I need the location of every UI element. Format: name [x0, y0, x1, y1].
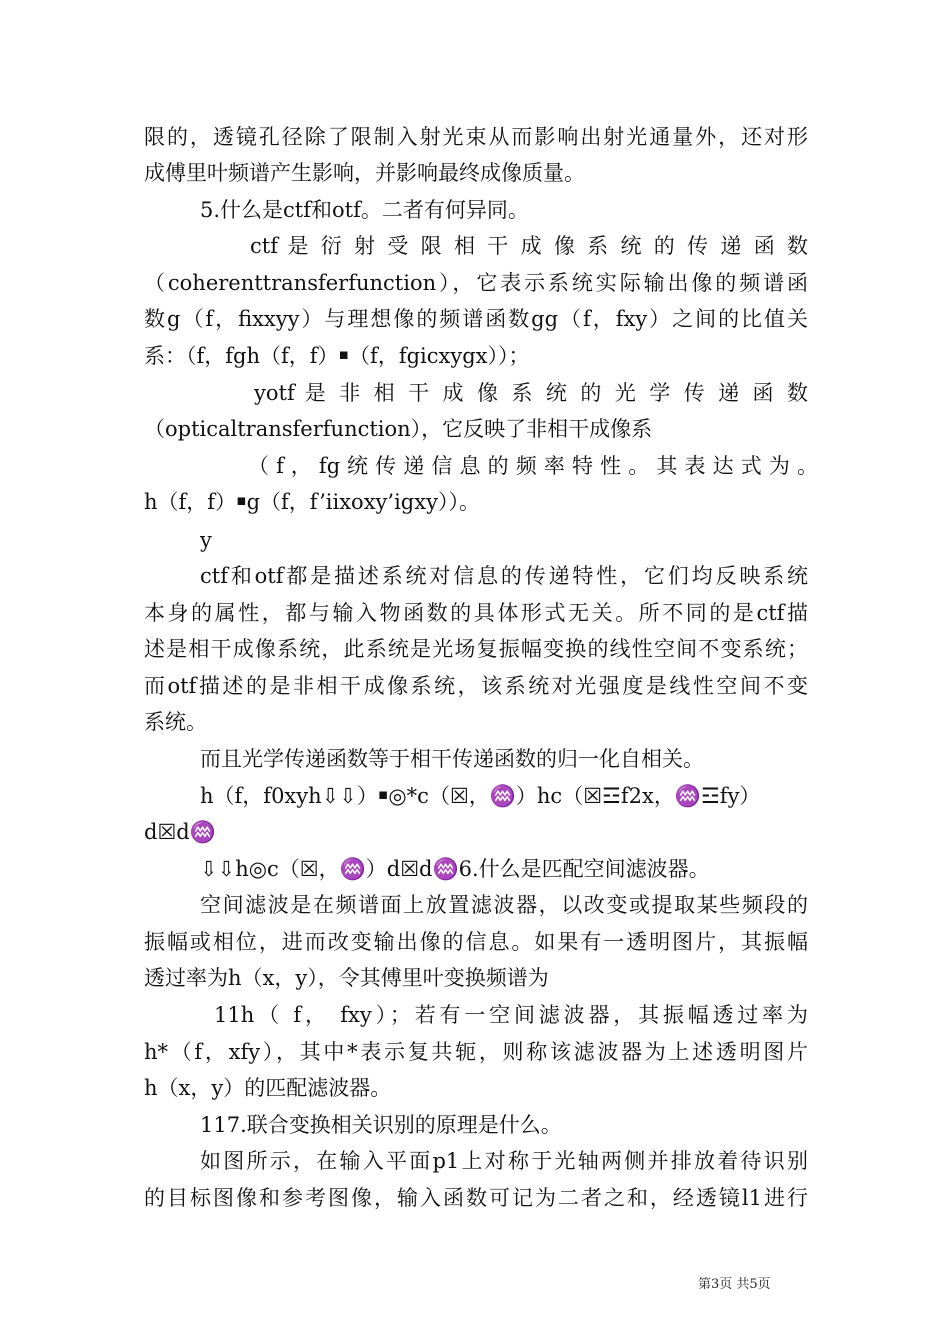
text-line-9: （opticaltransferfunction），它反映了非相干成像系: [144, 417, 653, 441]
text-line-26: h*（f，xfy），其中*表示复共轭，则称该滤波器为上述透明图片: [144, 1040, 808, 1064]
text-line-29: 如图所示，在输入平面p1上对称于光轴两侧并排放着待识别: [200, 1149, 808, 1173]
formula-otf: h（f，f）￭g（f，f’iixoxy’igxy））。: [144, 490, 480, 514]
text-line-15: 述是相干成像系统，此系统是光场复振幅变换的线性空间不变系统；: [144, 637, 808, 661]
text-line-6: 数g（f，fixxyy）与理想像的频谱函数gg（f，fxy）之间的比值关: [144, 307, 808, 331]
text-line-5: （coherenttransferfunction），它表示系统实际输出像的频谱函: [144, 271, 808, 295]
text-line-17: 系统。: [144, 710, 207, 734]
text-line-2: 成傅里叶频谱产生影响，并影响最终成像质量。: [144, 161, 585, 185]
text-line-16: 而otf描述的是非相干成像系统，该系统对光强度是线性空间不变: [144, 674, 808, 698]
question-7-heading: 117.联合变换相关识别的原理是什么。: [200, 1113, 562, 1137]
formula-autocorrelation: h（f，f0xyh⇩⇩）￭◎*c（☒，♒）hc（☒☲f2x，♒☲fy）: [200, 784, 761, 808]
text-line-27: h（x，y）的匹配滤波器。: [144, 1076, 392, 1100]
text-line-13: ctf和otf都是描述系统对信息的传递特性，它们均反映系统: [200, 564, 808, 588]
text-line-22: 空间滤波是在频谱面上放置滤波器，以改变或提取某些频段的: [200, 893, 808, 917]
text-line-12: y: [200, 528, 212, 552]
text-line-8: yotf 是 非 相 干 成 像 系 统 的 光 学 传 递 函 数: [254, 381, 808, 405]
text-line-4: ctf 是 衍 射 受 限 相 干 成 像 系 统 的 传 递 函 数: [250, 234, 808, 258]
text-line-10: （ f ， fg 统 传 递 信 息 的 频 率 特 性 。 其 表 达 式 为 。: [248, 454, 818, 478]
question-6-heading: ⇩⇩h◎c（☒，♒）d☒d♒6.什么是匹配空间滤波器。: [200, 857, 710, 881]
text-line-23: 振幅或相位，进而改变输出像的信息。如果有一透明图片，其振幅: [144, 930, 808, 954]
question-5-heading: 5.什么是ctf和otf。二者有何异同。: [200, 198, 529, 222]
text-line-18: 而且光学传递函数等于相干传递函数的归一化自相关。: [200, 747, 704, 771]
text-line-25: 11h（ f， fxy）；若有一空间滤波器，其振幅透过率为: [214, 1003, 808, 1027]
text-line-1: 限的，透镜孔径除了限制入射光束从而影响出射光通量外，还对形: [144, 125, 808, 149]
formula-differential: d☒d♒: [144, 820, 216, 844]
text-line-24: 透过率为h（x，y），令其傅里叶变换频谱为: [144, 966, 549, 990]
text-line-30: 的目标图像和参考图像，输入函数可记为二者之和，经透镜l1进行: [144, 1186, 808, 1210]
text-line-14: 本身的属性，都与输入物函数的具体形式无关。所不同的是ctf描: [144, 601, 808, 625]
formula-ctf: 系：（f，fgh（f，f）￭（f，fgicxygx））；: [144, 344, 530, 368]
page-number: 第3页 共5页: [698, 1277, 771, 1292]
